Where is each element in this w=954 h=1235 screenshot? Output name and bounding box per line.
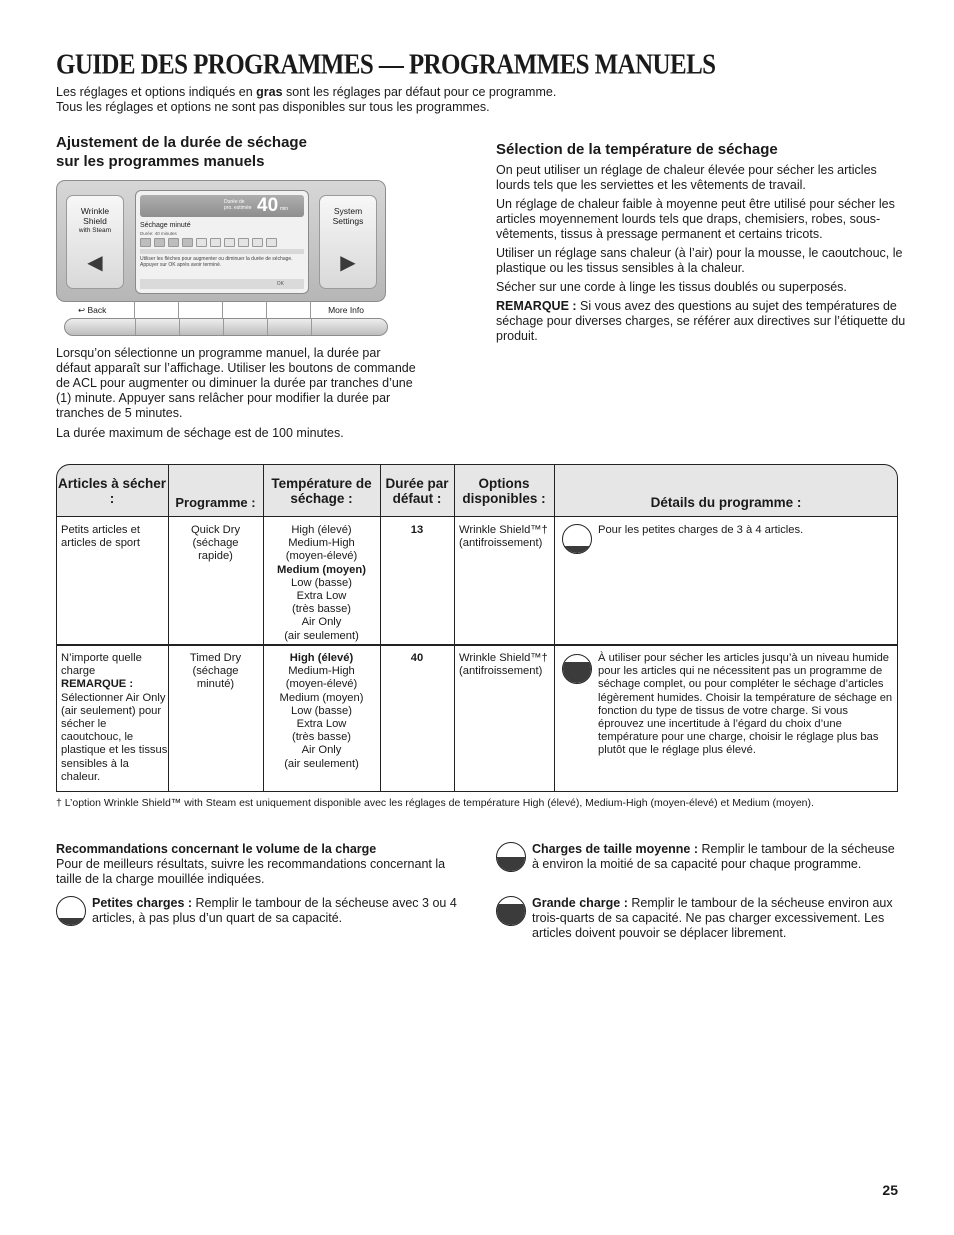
option-line2: (antifroissement) [459,665,543,678]
load-fill [563,546,591,553]
lcd-box [238,238,249,247]
load-recommendations [56,842,466,887]
option-line2: (antifroissement) [459,537,543,550]
back-arrow-icon: ↩ [78,305,86,315]
lcd-ok: OK [276,281,284,287]
left-heading [56,133,386,171]
header-options: Options disponibles : [462,475,546,506]
temp-option: Medium-High [288,537,355,550]
divider [135,319,136,335]
row2-articles [61,652,169,784]
temp-option-default [263,564,380,577]
right-heading: Sélection de la température de séchage [496,141,778,158]
temp-option: (air seulement) [284,629,359,642]
temp-default-text: High (élevé) [289,652,354,664]
lcd-box [210,238,221,247]
large-load-text [532,896,901,941]
right-body [496,163,911,348]
lcd-box [182,238,193,247]
lcd-box [266,238,277,247]
table-footnote: † L’option Wrinkle Shield™ with Steam est uniquement disponible avec les réglages de température High (élevé), Medium-High (moyen-élevé) et Medium (moyen). [56,797,814,809]
rec-heading [56,842,466,857]
intro-text [56,85,556,115]
row2-articles-note-label [61,678,169,691]
divider [222,302,223,318]
temp-option: Low (basse) [291,576,352,589]
header-programme: Programme : [175,494,256,510]
lcd-box [224,238,235,247]
temp-option: High (élevé) [291,524,352,536]
lcd-label [224,199,252,211]
back-label [78,305,106,316]
lcd-message: Utiliser les flèches pour augmenter ou diminuer la durée de séchage. Appuyer sur OK après avoir terminé. [140,256,293,268]
right-para3: Utiliser un réglage sans chaleur (à l’air) pour la mousse, le caoutchouc, le plastique ou les tissus sensibles à la chaleur. [496,246,903,275]
right-para1: On peut utiliser un réglage de chaleur élevée pour sécher les articles lourds tels que les serviettes et les vêtements de travail. [496,163,877,192]
lcd-box [168,238,179,247]
divider [223,319,224,335]
lcd-box [196,238,207,247]
row2-details: À utiliser pour sécher les articles jusqu’à un niveau humide pour les articles qui ne nécessitent pas un programme de séchage complet, ou pour compléter le séchage d’articles légèrement humides. Choisir la température de séchage en fonction du type de tissus de votre charge. Si vous éprouvez une incertitude à l’égard du choix d’une température pour une charge, choisir le réglage plus bas plutôt que le réglage plus élevé. [598,652,893,757]
lcd-time: 40 [257,195,279,216]
page-title: GUIDE DES PROGRAMMES — PROGRAMMES MANUELS [56,50,716,81]
intro-line1-post: sont les réglages par défaut pour ce programme. [282,85,557,99]
header-details: Détails du programme : [650,494,802,510]
row1-details: Pour les petites charges de 3 à 4 articles. [598,524,804,536]
lcd-header [140,195,304,217]
lcd-label-line2: pro. estimée [224,205,252,211]
large-load-icon [562,654,592,684]
temp-option: Extra Low [296,718,347,731]
lcd-unit: min [280,206,289,212]
left-para2: La durée maximum de séchage est de 100 minutes. [56,426,344,440]
small-load-icon [56,896,86,926]
temp-option: (moyen-élevé) [285,550,358,563]
medium-load-icon [496,842,526,872]
temp-option: Air Only [301,616,342,629]
temp-option: Medium (moyen) [279,691,364,704]
control-button-bar [64,318,388,336]
system-settings-button [319,195,377,289]
option-line1: Wrinkle Shield™† [459,524,548,536]
intro-line2: Tous les réglages et options ne sont pas disponibles sur tous les programmes. [56,100,490,114]
control-panel-illustration [56,180,386,302]
programs-table [56,464,898,792]
row1-options [459,524,554,550]
right-note-text: Si vous avez des questions au sujet des températures de séchage pour diverses charges, se référer aux directives sur l’étiquette du produit. [496,299,906,343]
divider [266,302,267,318]
small-load-label: Petites charges : [92,896,193,910]
right-para4: Sécher sur une corde à linge les tissus doublés ou superposés. [496,280,847,294]
right-note [496,299,911,344]
medium-load-text [532,842,901,872]
left-body [56,346,418,446]
temp-default-text: Medium (moyen) [277,563,366,576]
temp-option-default [263,652,380,665]
lcd-screen [135,190,309,294]
wrinkle-shield-button [66,195,124,289]
back-text: Back [87,305,107,315]
lcd-sub: Durée: 40 minutes [140,231,177,236]
left-button-line1: Wrinkle [80,206,110,216]
load-fill [57,918,85,925]
lcd-range-bar [140,249,304,254]
lcd-boxes [140,238,304,247]
temp-option: (très basse) [291,603,352,616]
temp-option: Air Only [301,744,342,757]
small-load-text [92,896,464,926]
row2-options [459,652,554,678]
rec-intro: Pour de meilleurs résultats, suivre les recommandations concernant la taille de la charge mouillée indiquées. [56,857,446,886]
small-load-icon [562,524,592,554]
temp-option: (moyen-élevé) [285,678,358,691]
row2-articles-note: Sélectionner Air Only (air seulement) pour sécher le caoutchouc, le plastique et les tissus sensibles à la chaleur. [61,691,168,783]
lcd-box [154,238,165,247]
intro-line1-bold: gras [256,85,283,99]
note-label: REMARQUE : [61,678,134,691]
row2-temperatures [263,652,380,771]
page-number: 25 [882,1182,898,1198]
arrow-left-icon: ◀ [87,252,103,274]
right-para2: Un réglage de chaleur faible à moyenne peut être utilisé pour sécher les articles moyennement lourds tels que draps, chemisiers, robes, sous-vêtements, tissus à pressage permanent et certains tricots. [496,197,895,241]
right-button-line1: System [333,206,363,216]
right-note-label: REMARQUE : [496,299,577,313]
small-load-desc: Remplir le tambour de la sécheuse avec 3 ou 4 articles, à pas plus d’un quart de sa capacité. [92,896,457,925]
left-heading-line2: sur les programmes manuels [56,153,265,170]
temp-option: Low (basse) [291,704,352,717]
rec-heading-text: Recommandations concernant le volume de la charge [56,842,377,856]
arrow-right-icon: ▶ [340,252,356,274]
header-duree: Durée par défaut : [385,475,449,506]
left-para1: Lorsqu’on sélectionne un programme manuel, la durée par défaut apparaît sur l’affichage. Utiliser les boutons de commande de ACL pour augmenter ou diminuer la durée par tranches d’une (1) minute. Appuyer sans relâcher pour modifier la durée par tranches de 5 minutes. [56,346,416,420]
medium-load-label: Charges de taille moyenne : [532,842,699,856]
left-button-line2: Shield [83,216,107,226]
row2-duree: 40 [410,652,424,664]
divider [310,302,311,318]
temp-option: Medium-High [288,665,355,678]
large-load-label: Grande charge : [532,896,628,910]
row1-duree: 13 [410,524,424,536]
control-panel-labels [66,302,386,318]
lcd-box [252,238,263,247]
load-fill [563,662,591,683]
temp-option: (très basse) [291,731,352,744]
row1-temperatures [263,524,380,643]
row2-articles-line1: N’importe quelle charge [61,652,142,678]
more-info-label: More Info [328,305,364,315]
left-heading-line1: Ajustement de la durée de séchage [56,134,307,151]
header-temperature: Température de séchage : [271,475,372,506]
lcd-ok-row [140,279,304,289]
load-fill [497,857,525,871]
lcd-label-line1: Durée de [224,199,245,205]
divider [267,319,268,335]
divider [134,302,135,318]
temp-option: (air seulement) [284,757,359,770]
divider [179,319,180,335]
row1-articles: Petits articles et articles de sport [61,524,140,550]
divider [178,302,179,318]
medium-load-desc: Remplir le tambour de la sécheuse à environ la moitié de sa capacité pour chaque programme. [532,842,895,871]
lcd-box [140,238,151,247]
row2-programme: Timed Dry (séchage minuté) [189,652,242,691]
row1-programme: Quick Dry (séchage rapide) [190,524,241,563]
load-fill [497,904,525,925]
temp-option: Extra Low [296,590,347,603]
right-button-line2: Settings [332,216,364,226]
lcd-title: Séchage minuté [140,222,191,229]
large-load-desc: Remplir le tambour de la sécheuse environ aux trois-quarts de sa capacité. Ne pas charger excessivement. Les articles doivent pouvoir se déplacer librement. [532,896,893,940]
large-load-icon [496,896,526,926]
divider [311,319,312,335]
intro-line1-pre: Les réglages et options indiqués en [56,85,257,99]
left-button-line3: with Steam [78,227,112,234]
header-articles: Articles à sécher : [57,475,167,506]
option-line1: Wrinkle Shield™† [459,652,548,664]
